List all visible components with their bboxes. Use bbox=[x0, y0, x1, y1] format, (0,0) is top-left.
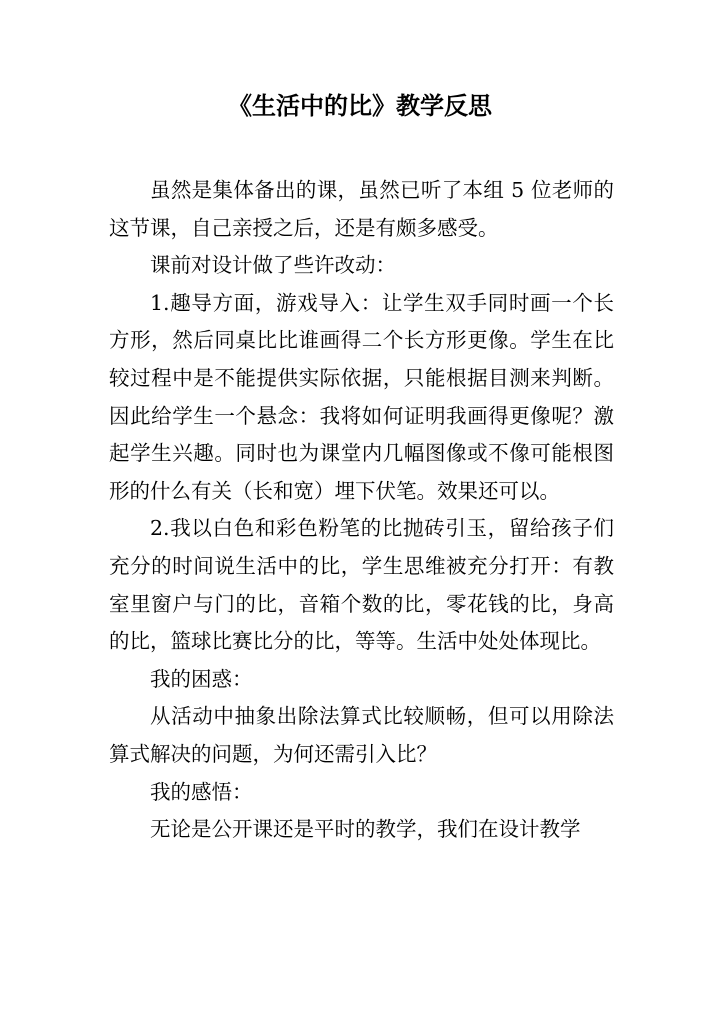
paragraph-intro: 虽然是集体备出的课，虽然已听了本组 5 位老师的这节课，自己亲授之后，还是有颇多感受。 bbox=[109, 178, 614, 240]
paragraph-point-1: 1.趣导方面，游戏导入：让学生双手同时画一个长方形，然后同桌比比谁画得二个长方形更像。学生在比较过程中是不能提供实际依据，只能根据目测来判断。因此给学生一个悬念：我将如何证明我画得更像呢？激起学生兴趣。同时也为课堂内几幅图像或不像可能根图形的什么有关（长和宽）埋下伏笔。效果还可以。 bbox=[109, 290, 614, 503]
paragraph-confusion: 从活动中抽象出除法算式比较顺畅，但可以用除法算式解决的问题，为何还需引入比？ bbox=[109, 704, 614, 766]
paragraph-design-changes: 课前对设计做了些许改动： bbox=[150, 253, 396, 278]
paragraph-point-2: 2.我以白色和彩色粉笔的比抛砖引玉，留给孩子们充分的时间说生活中的比，学生思维被充分打开：有教室里窗户与门的比，音箱个数的比，零花钱的比，身高的比，篮球比赛比分的比，等等。生活中处处体现比。 bbox=[109, 516, 614, 654]
paragraph-insight-heading: 我的感悟： bbox=[150, 779, 253, 804]
paragraph-confusion-heading: 我的困惑： bbox=[150, 666, 253, 691]
document-body bbox=[109, 172, 614, 849]
paragraph-insight: 无论是公开课还是平时的教学，我们在设计教学 bbox=[150, 817, 581, 842]
document-title: 《生活中的比》教学反思 bbox=[228, 92, 492, 120]
